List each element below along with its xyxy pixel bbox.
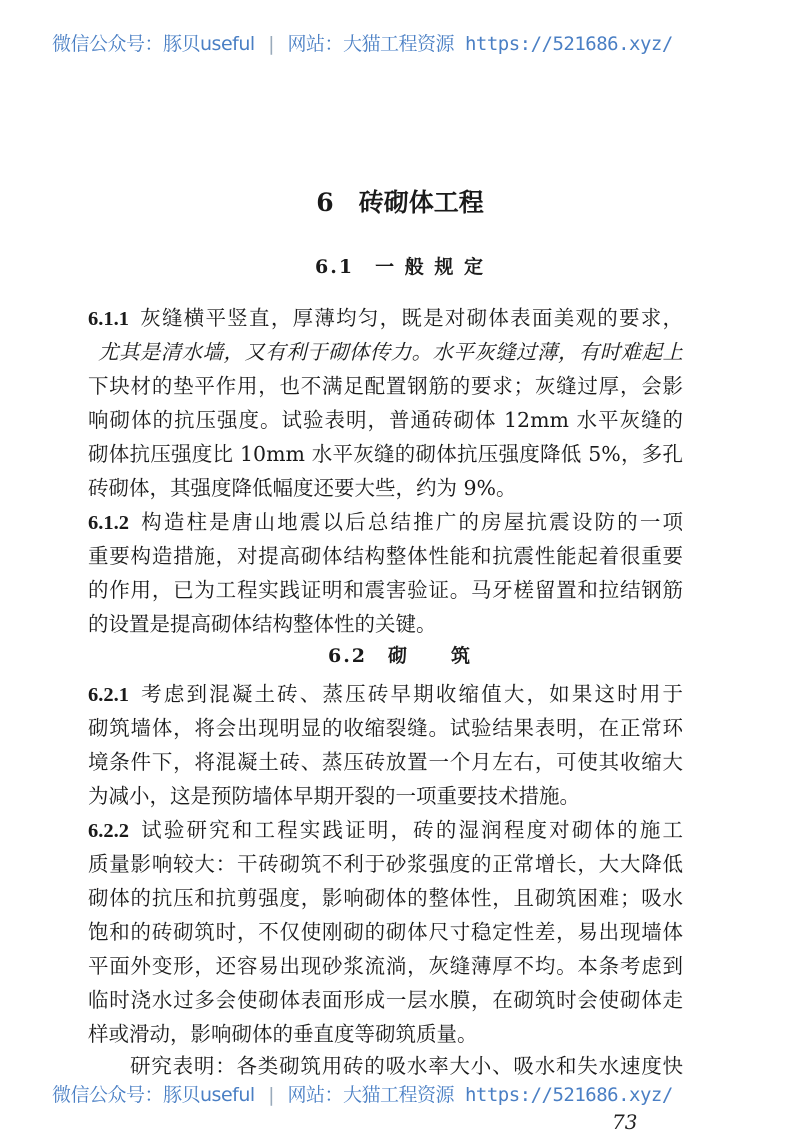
watermark-site: 网站：大猫工程资源	[287, 1084, 455, 1106]
paragraph-line: 平面外变形，还容易出现砂浆流淌，灰缝薄厚不均。本条考虑到	[88, 954, 683, 978]
watermark-wechat: 微信公众号：豚贝useful	[52, 1084, 255, 1106]
watermark-bottom	[52, 1083, 752, 1107]
watermark-separator: |	[265, 1084, 277, 1106]
paragraph-line: 的作用，已为工程实践证明和震害验证。马牙槎留置和拉结钢筋	[88, 578, 683, 602]
paragraph-line: 砌体的抗压和抗剪强度，影响砌体的整体性，且砌筑困难；吸水	[88, 886, 683, 910]
clause-number: 6.2.1	[88, 684, 129, 706]
section-heading-6-2: 6.2 砌 筑	[327, 645, 473, 667]
page-number: 73	[612, 1110, 638, 1134]
paragraph-line: 砌体抗压强度比 10mm 水平灰缝的砌体抗压强度降低 5%，多孔	[88, 442, 683, 466]
chapter-title: 6 砖砌体工程	[316, 188, 484, 217]
paragraph-line: 质量影响较大：干砖砌筑不利于砂浆强度的正常增长，大大降低	[88, 852, 683, 876]
paragraph-line	[88, 680, 683, 709]
paragraph-line: 响砌体的抗压强度。试验表明，普通砖砌体 12mm 水平灰缝的	[88, 408, 683, 432]
watermark-url[interactable]: https://521686.xyz/	[464, 1084, 673, 1106]
paragraph-line	[88, 304, 683, 333]
watermark-url[interactable]: https://521686.xyz/	[464, 33, 673, 55]
watermark-wechat: 微信公众号：豚贝useful	[52, 33, 255, 55]
paragraph-line: 为减小，这是预防墙体早期开裂的一项重要技术措施。	[88, 784, 580, 808]
clause-number: 6.1.2	[88, 512, 129, 534]
paragraph-line	[88, 508, 683, 537]
paragraph-line: 饱和的砖砌筑时，不仅使刚砌的砌体尺寸稳定性差，易出现墙体	[88, 920, 683, 944]
paragraph-line: 重要构造措施，对提高砌体结构整体性能和抗震性能起着很重要	[88, 544, 683, 568]
paragraph-line: 境条件下，将混凝土砖、蒸压砖放置一个月左右，可使其收缩大	[88, 750, 683, 774]
paragraph-line: 的设置是提高砌体结构整体性的关键。	[88, 612, 437, 636]
watermark-top	[52, 32, 752, 56]
paragraph-line: 样或滑动，影响砌体的垂直度等砌筑质量。	[88, 1022, 478, 1046]
clause-number: 6.2.2	[88, 820, 129, 842]
clause-number: 6.1.1	[88, 308, 129, 330]
paragraph-line: 临时浇水过多会使砌体表面形成一层水膜，在砌筑时会使砌体走	[88, 988, 683, 1012]
line-text: 考虑到混凝土砖、蒸压砖早期收缩值大，如果这时用于	[139, 682, 683, 706]
line-text: 构造柱是唐山地震以后总结推广的房屋抗震设防的一项	[139, 510, 683, 534]
watermark-site: 网站：大猫工程资源	[287, 33, 455, 55]
paragraph-line: 研究表明：各类砌筑用砖的吸水率大小、吸水和失水速度快	[130, 1054, 683, 1078]
line-text: 试验研究和工程实践证明，砖的湿润程度对砌体的施工	[139, 818, 683, 842]
line-text: 灰缝横平竖直，厚薄均匀，既是对砌体表面美观的要求，	[139, 306, 683, 330]
watermark-separator: |	[265, 33, 277, 55]
paragraph-line: 砌筑墙体，将会出现明显的收缩裂缝。试验结果表明，在正常环	[88, 716, 683, 740]
paragraph-line: 下块材的垫平作用，也不满足配置钢筋的要求；灰缝过厚，会影	[88, 374, 683, 398]
paragraph-line: 尤其是清水墙，又有利于砌体传力。水平灰缝过薄，有时难起上	[98, 340, 683, 364]
section-heading-6-1: 6.1 一 般 规 定	[315, 256, 485, 278]
paragraph-line	[88, 816, 683, 845]
paragraph-line: 砖砌体，其强度降低幅度还要大些，约为 9%。	[88, 476, 517, 500]
